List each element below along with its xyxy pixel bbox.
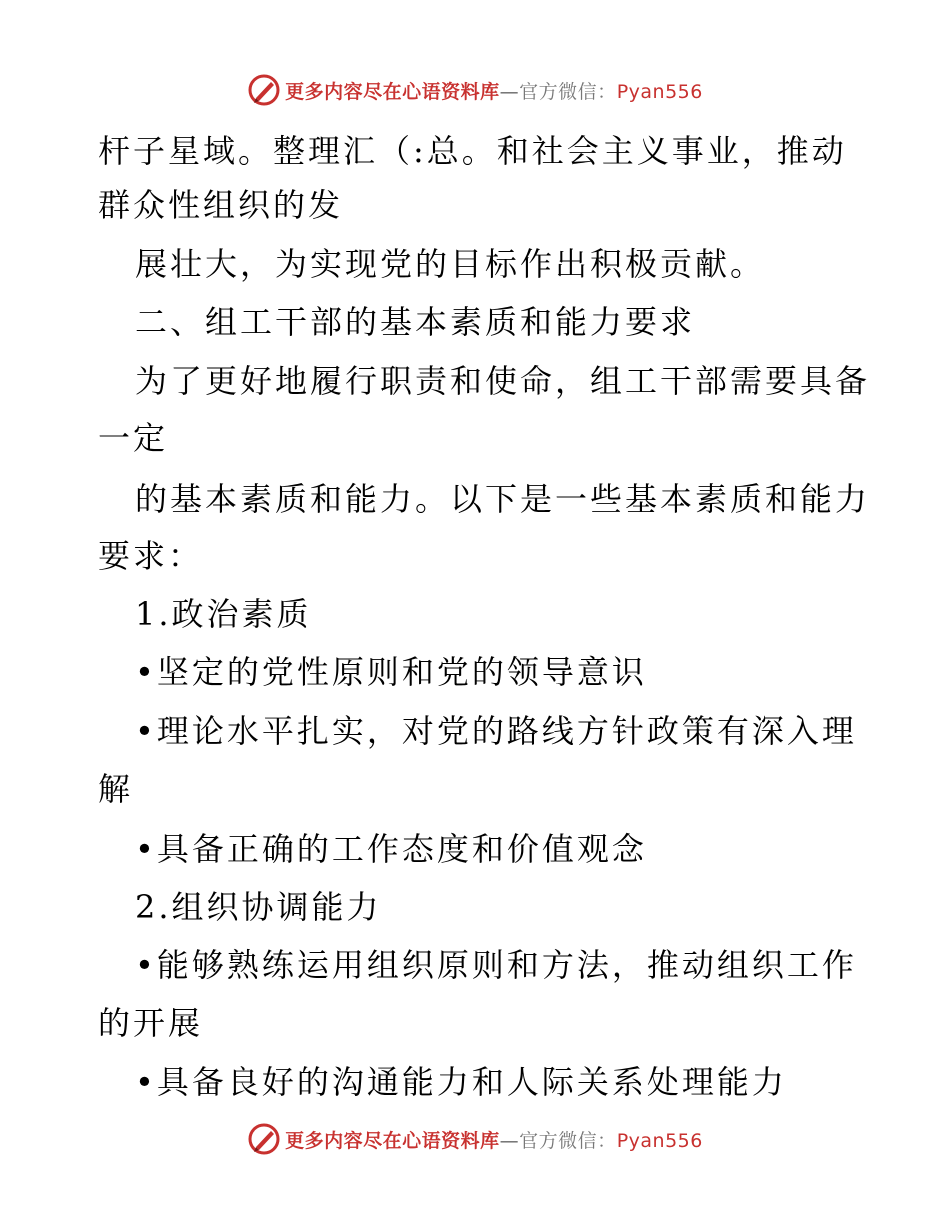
- body-line: 解: [98, 770, 134, 808]
- bullet-item: •坚定的党性原则和党的领导意识: [135, 653, 647, 691]
- footer-banner-main: 更多内容尽在心语资料库: [285, 1129, 500, 1152]
- header-banner-separator: —: [499, 80, 520, 103]
- body-line: 群众性组织的发: [98, 186, 344, 224]
- footer-banner-account: Pyan556: [616, 1129, 703, 1152]
- section-heading: 二、组工干部的基本素质和能力要求: [135, 303, 696, 341]
- body-line: 要求：: [98, 537, 204, 575]
- footer-banner: [0, 1121, 950, 1157]
- header-banner-sub: 官方微信：: [519, 80, 617, 103]
- bullet-item: •具备良好的沟通能力和人际关系处理能力: [135, 1063, 787, 1101]
- bullet-item: •能够熟练运用组织原则和方法，推动组织工作: [135, 946, 857, 984]
- body-line: 杆子星域。整理汇（:总。和社会主义事业，推动: [98, 132, 847, 170]
- footer-banner-sub: 官方微信：: [519, 1129, 617, 1152]
- subsection-heading: 2.组织协调能力: [135, 888, 382, 926]
- body-line: 的基本素质和能力。以下是一些基本素质和能力: [135, 480, 871, 518]
- pen-logo-icon: [247, 1122, 281, 1156]
- subsection-heading: 1.政治素质: [135, 595, 312, 633]
- body-line: 一定: [98, 419, 169, 457]
- header-banner-main: 更多内容尽在心语资料库: [285, 80, 500, 103]
- footer-banner-separator: —: [499, 1129, 520, 1152]
- header-banner-account: Pyan556: [616, 80, 703, 103]
- body-line: 展壮大，为实现党的目标作出积极贡献。: [135, 245, 766, 283]
- bullet-item: •具备正确的工作态度和价值观念: [135, 830, 647, 868]
- body-line: 为了更好地履行职责和使命，组工干部需要具备: [135, 362, 871, 400]
- body-line: 的开展: [98, 1004, 204, 1042]
- footer-banner-text: [285, 1126, 703, 1153]
- bullet-item: •理论水平扎实，对党的路线方针政策有深入理: [135, 712, 857, 750]
